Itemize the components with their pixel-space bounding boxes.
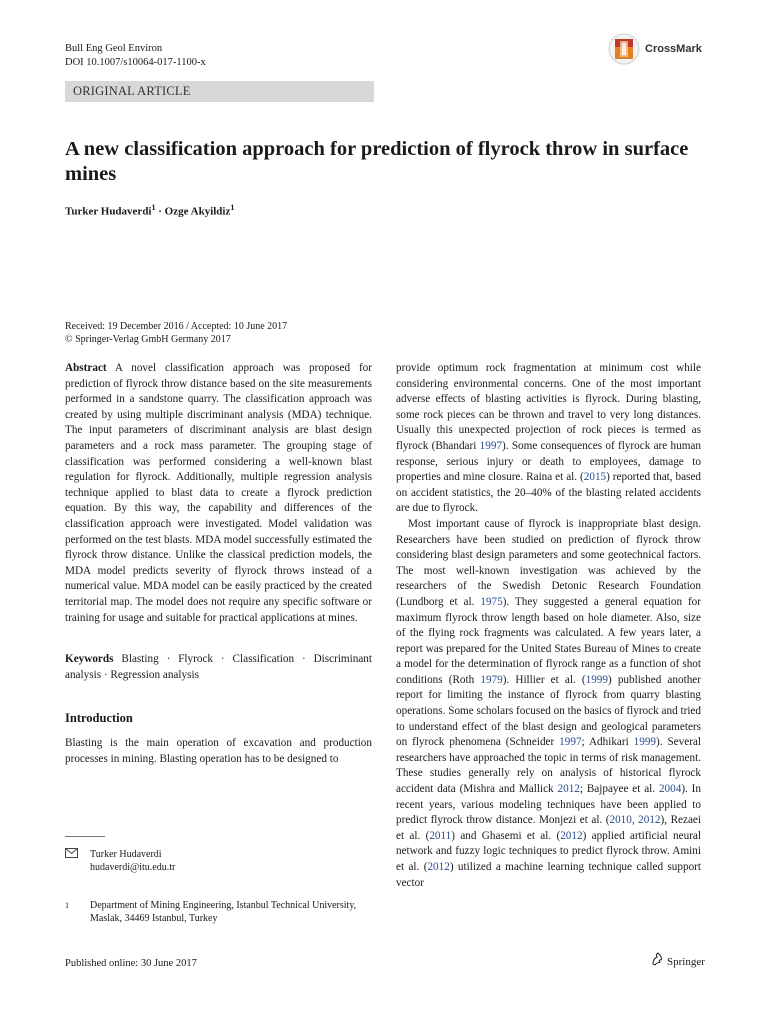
- affiliation-line: Maslak, 34469 Istanbul, Turkey: [90, 913, 218, 924]
- author-name[interactable]: Ozge Akyildiz: [164, 205, 231, 218]
- body-text: ) applied artificial neural network and fuzzy logic techniques to predict flyrock throw. Amini et al. (: [396, 829, 702, 873]
- author-separator: ·: [155, 205, 165, 218]
- journal-header: [65, 42, 206, 70]
- author-affil-mark: 1: [151, 203, 156, 212]
- affiliation-number: 1: [65, 901, 69, 910]
- contact-email[interactable]: hudaverdi@itu.edu.tr: [90, 862, 176, 873]
- author-name[interactable]: Turker Hudaverdi: [65, 205, 152, 218]
- copyright: © Springer-Verlag GmbH Germany 2017: [65, 334, 231, 345]
- citation-link[interactable]: 2015: [583, 471, 607, 484]
- citation-link[interactable]: 1999: [633, 736, 657, 749]
- body-text: ) reported that, based on accident statistics, the 20–40% of the blasting related accidents are due to flyrock.: [396, 471, 702, 515]
- body-text: ) and Ghasemi et al. (: [451, 829, 561, 842]
- affiliation: [65, 899, 375, 925]
- body-text: ). Hillier et al. (: [502, 673, 586, 686]
- right-column: [396, 361, 701, 891]
- article-dates: [65, 320, 287, 346]
- corresponding-author: [65, 848, 175, 874]
- springer-label: Springer: [667, 955, 705, 968]
- left-column: [65, 361, 372, 767]
- abstract-label: Abstract: [65, 362, 107, 374]
- citation-link[interactable]: 1997: [559, 736, 582, 749]
- springer-horse-icon: [650, 952, 664, 971]
- body-text: ). Several researchers have approached the topic in terms of risk management. These studies generally rely on analysis of historical flyrock accident data (Mishra and Mallick: [396, 736, 701, 796]
- body-text: ), Rezaei et al. (: [396, 814, 701, 842]
- body-text: ) utilized a machine learning technique called support vector: [396, 861, 701, 889]
- citation-link[interactable]: 2010, 2012: [609, 814, 661, 827]
- citation-link[interactable]: 1997: [479, 439, 502, 452]
- citation-link[interactable]: 2012: [557, 783, 580, 796]
- citation-link[interactable]: 1979: [480, 673, 503, 686]
- intro-paragraph: Blasting is the main operation of excavation and production processes in mining. Blasting operation has to be designed to: [65, 737, 372, 765]
- springer-logo[interactable]: [650, 952, 705, 971]
- citation-link[interactable]: 2011: [429, 829, 452, 842]
- abstract: [65, 361, 372, 626]
- section-heading-introduction: Introduction: [65, 711, 133, 726]
- affiliation-line: Department of Mining Engineering, Istanbul Technical University,: [90, 900, 357, 911]
- keywords-label: Keywords: [65, 653, 114, 666]
- body-text: ). In recent years, various modeling techniques have been applied to predict flyrock throw distance. Monjezi et al. (: [396, 783, 701, 827]
- crossmark-label: CrossMark: [645, 43, 702, 55]
- keywords: [65, 652, 372, 683]
- citation-link[interactable]: 1999: [585, 673, 608, 686]
- article-type-band: ORIGINAL ARTICLE: [65, 81, 374, 102]
- body-text: ). Some consequences of flyrock are human response, serious injury or death to employees, damage to properties and mine closure. Raina et al. (: [396, 439, 701, 484]
- citation-link[interactable]: 2012: [427, 861, 450, 873]
- envelope-icon: [65, 848, 90, 874]
- paper-title: A new classification approach for prediction of flyrock throw in surface mines: [65, 138, 689, 185]
- body-paragraph-1: [396, 361, 701, 517]
- citation-link[interactable]: 1975: [480, 595, 503, 608]
- body-text: ) published another report for limiting the instance of flyrock from quarry blasting operations. Some scholars focused on the basics of flyrock and tried to understand effect of the blast design and geological parameters on flyrock phenomena (Schneider: [396, 673, 701, 749]
- contact-name: Turker Hudaverdi: [90, 849, 162, 860]
- body-text: provide optimum rock fragmentation at minimum cost while considering environmental concerns. One of the most important adverse effects of blasting activities is flyrock. During blasting, some rock pieces can be thrown and travel to very long distances. Usually this unexpected projection of rock pieces is termed as flyrock (Bhandari: [396, 362, 701, 452]
- abstract-text: A novel classification approach was proposed for prediction of flyrock throw distance based on the site measurements performed in a sandstone quarry. The classification approach was created by using multiple discriminant analysis (MDA) technique. The input parameters of discriminant analysis are blast design parameters and a rock mass parameter. The grouping stage of classification was performed considering a well-known blast regulation for flyrock. Additionally, multiple regression analysis technique applied to blast data to create a flyrock prediction equation. By this way, the capability and differences of the classification approach were investigated. Model validation was performed on the test blasts. MDA model successfully estimated the flyrock throw distance. Unlike the classical prediction models, the MDA model predicts severity of flyrock throws instead of a numerical value. MDA model can be easily practiced by the created territorial map. The model does not require any specific software or training for usage and suitable for practical applications at mines.: [65, 362, 372, 624]
- author-list: [65, 203, 234, 218]
- body-text: ; Bajpayee et al.: [579, 783, 659, 796]
- published-online: Published online: 30 June 2017: [65, 958, 197, 969]
- footnote-rule: [65, 836, 105, 837]
- keywords-text: Blasting · Flyrock · Classification · Discriminant analysis · Regression analysis: [65, 653, 372, 681]
- citation-link[interactable]: 2012: [560, 829, 583, 842]
- body-paragraph-2: [396, 517, 701, 891]
- journal-name: Bull Eng Geol Environ: [65, 43, 163, 54]
- crossmark-badge[interactable]: [608, 33, 708, 65]
- received-accepted: Received: 19 December 2016 / Accepted: 10 June 2017: [65, 321, 288, 332]
- body-text: ; Adhikari: [581, 736, 634, 749]
- author-affil-mark: 1: [230, 203, 235, 212]
- body-text: Most important cause of flyrock is inappropriate blast design. Researchers have been studied on prediction of flyrock throw considering blast design parameters and some geotechnical factors. The most well-known investigation was achieved by the researchers of the Swedish Detonic Research Foundation (Lundborg et al.: [396, 517, 701, 608]
- doi[interactable]: DOI 10.1007/s10064-017-1100-x: [65, 57, 206, 68]
- body-text: ). They suggested a general equation for maximum flyrock throw length based on hole diameter. Also, size of the flying rock fragments was calculated. A few years later, a report was prepared for the United States Bureau of Mines to create a model for the determination of flyrock range as a function of shot conditions (Roth: [396, 595, 701, 686]
- citation-link[interactable]: 2004: [658, 783, 682, 796]
- crossmark-icon: [608, 33, 640, 65]
